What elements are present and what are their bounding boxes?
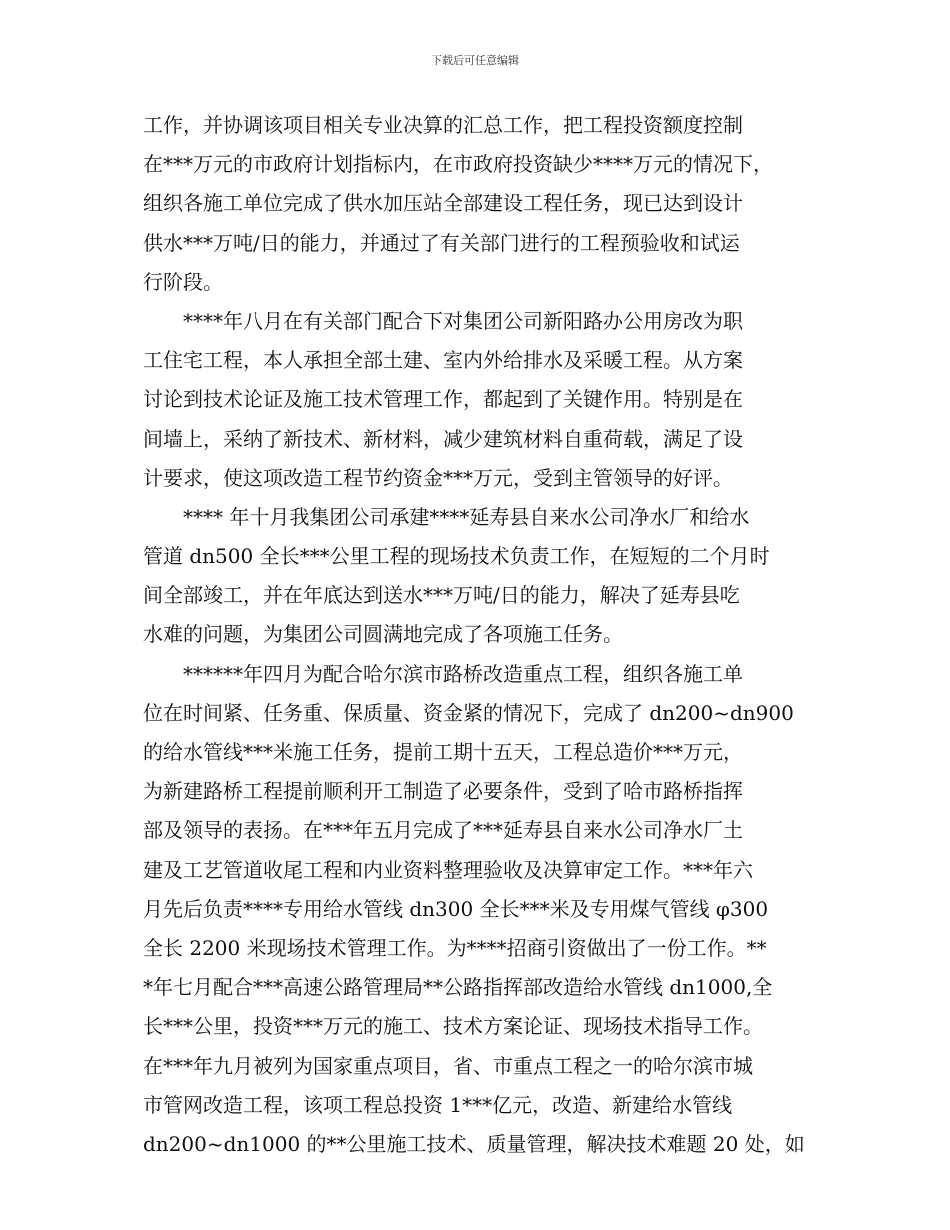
text-line: 月先后负责****专用给水管线 dn300 全长***米及专用煤气管线 φ300 <box>143 896 769 921</box>
text-line: dn200~dn1000 的**公里施工技术、质量管理，解决技术难题 20 处，如 <box>143 1131 805 1156</box>
text-line: 管道 dn500 全长***公里工程的现场技术负责工作，在短短的二个月时 <box>143 544 770 569</box>
text-line: 供水***万吨/日的能力，并通过了有关部门进行的工程预验收和试运 <box>143 230 740 255</box>
text-line: **** 年十月我集团公司承建****延寿县自来水公司净水厂和给水 <box>143 504 750 529</box>
text-line: ****年八月在有关部门配合下对集团公司新阳路办公用房改为职 <box>143 308 743 333</box>
text-line: 计要求，使这项改造工程节约资金***万元，受到主管领导的好评。 <box>143 465 733 490</box>
page-header: 下载后可任意编辑 <box>431 54 519 67</box>
text-line: 市管网改造工程，该项工程总投资 1***亿元，改造、新建给水管线 <box>143 1092 733 1117</box>
text-line: 在***年九月被列为国家重点项目，省、市重点工程之一的哈尔滨市城 <box>143 1053 753 1078</box>
text-line: 水难的问题，为集团公司圆满地完成了各项施工任务。 <box>143 622 623 647</box>
text-line: 间全部竣工，并在年底达到送水***万吨/日的能力，解决了延寿县吃 <box>143 583 740 608</box>
text-line: 在***万元的市政府计划指标内，在市政府投资缺少****万元的情况下， <box>143 152 773 177</box>
text-line: 工作，并协调该项目相关专业决算的汇总工作，把工程投资额度控制 <box>143 113 743 137</box>
text-line: *年七月配合***高速公路管理局**公路指挥部改造给水管线 dn1000,全 <box>143 975 773 1000</box>
text-line: 工住宅工程，本人承担全部土建、室内外给排水及采暖工程。从方案 <box>143 348 743 373</box>
text-line: 间墙上，采纳了新技术、新材料，减少建筑材料自重荷载，满足了设 <box>143 426 743 451</box>
text-line: 全长 2200 米现场技术管理工作。为****招商引资做出了一份工作。** <box>143 935 767 960</box>
text-line: 的给水管线***米施工任务，提前工期十五天，工程总造价***万元， <box>143 740 743 764</box>
text-line: 为新建路桥工程提前顺利开工制造了必要条件，受到了哈市路桥指挥 <box>143 779 743 804</box>
text-line: 行阶段。 <box>143 269 223 294</box>
text-line: 长***公里，投资***万元的施工、技术方案论证、现场技术指导工作。 <box>143 1014 763 1039</box>
text-line: 位在时间紧、任务重、保质量、资金紧的情况下，完成了 dn200~dn900 <box>143 700 794 725</box>
document-body <box>143 106 823 1164</box>
text-line: 部及领导的表扬。在***年五月完成了***延寿县自来水公司净水厂土 <box>143 818 743 843</box>
text-line: 建及工艺管道收尾工程和内业资料整理验收及决算审定工作。***年六 <box>143 857 753 882</box>
text-line: 组织各施工单位完成了供水加压站全部建设工程任务，现已达到设计 <box>143 191 743 216</box>
text-line: 讨论到技术论证及施工技术管理工作，都起到了关键作用。特别是在 <box>143 387 743 412</box>
text-line: ******年四月为配合哈尔滨市路桥改造重点工程，组织各施工单 <box>143 661 743 686</box>
